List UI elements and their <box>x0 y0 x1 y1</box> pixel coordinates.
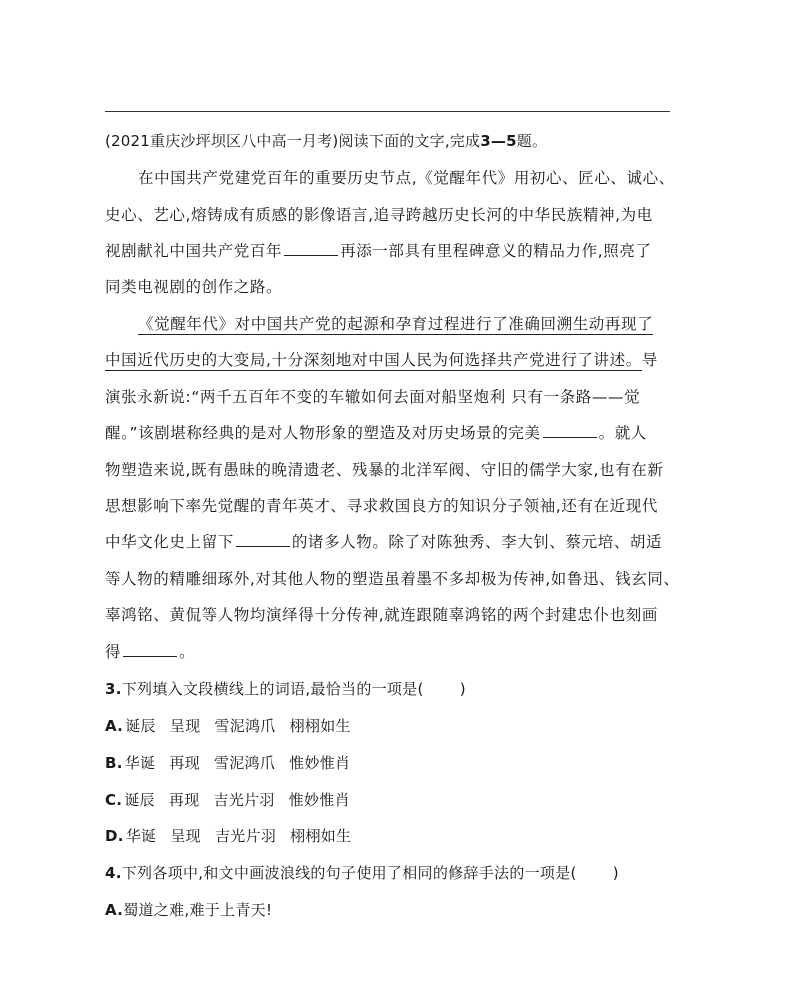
wavy-underlined-sentence: 《觉醒年代》对中国共产党的起源和孕育过程进行了准确回溯生动再现了 <box>138 315 654 333</box>
header-rule <box>105 111 670 112</box>
option-word: 雪泥鸿爪 <box>213 754 276 772</box>
passage-p2-line-3: 演张永新说:“两千五百年不变的车辙如何去面对船坚炮利 只有一条路——觉 <box>105 388 641 406</box>
question-text: 下列各项中,和文中画波浪线的句子使用了相同的修辞手法的一项是 <box>121 864 571 882</box>
question-4 <box>105 863 619 883</box>
intro-instruction-post: 题。 <box>516 132 548 150</box>
option-word: 华诞 <box>125 827 157 845</box>
fill-blank-1 <box>284 241 338 256</box>
option-label: A. <box>105 901 124 919</box>
option-text: 蜀道之难,难于上青天! <box>123 901 273 919</box>
fill-blank-2 <box>543 423 597 438</box>
passage-text: 中华文化史上留下 <box>105 533 234 551</box>
answer-paren-close: ) <box>612 864 619 882</box>
answer-paren-open: ( <box>570 864 577 882</box>
passage-text: 视剧献礼中国共产党百年 <box>105 242 283 260</box>
passage-text: 导 <box>641 351 658 369</box>
q3-option-d <box>105 826 351 846</box>
passage-text: 的诸多人物。除了对陈独秀、李大钊、蔡元培、胡适 <box>291 533 663 551</box>
fill-blank-3 <box>236 532 290 547</box>
intro-range: 3—5 <box>480 132 517 150</box>
option-word: 栩栩如生 <box>289 717 351 735</box>
passage-p2-line-7 <box>105 532 662 552</box>
intro-instruction-pre: 阅读下面的文字,完成 <box>338 132 481 150</box>
q4-option-a <box>105 900 272 920</box>
option-label: A. <box>105 717 124 735</box>
passage-p2-line-1 <box>138 314 653 334</box>
option-word: 惟妙惟肖 <box>289 754 351 772</box>
option-word: 诞辰 <box>125 717 156 735</box>
question-3 <box>105 679 466 699</box>
passage-text: 醒。”该剧堪称经典的是对人物形象的塑造及对历史场景的完美 <box>105 424 541 442</box>
q3-option-a <box>105 716 351 736</box>
passage-text: 。就人 <box>598 424 647 442</box>
passage-p2-line-2 <box>105 350 658 370</box>
intro-source: (2021重庆沙坪坝区八中高一月考) <box>105 132 339 150</box>
wavy-underlined-sentence: 中国近代历史的大变局,十分深刻地对中国人民为何选择共产党进行了讲述。 <box>105 351 642 369</box>
intro-line <box>105 131 547 151</box>
passage-p2-line-9: 辜鸿铭、黄侃等人物均演绎得十分传神,就连跟随辜鸿铭的两个封建忠仆也刻画 <box>105 606 658 624</box>
option-word: 吉光片羽 <box>213 791 275 809</box>
passage-p2-line-8: 等人物的精雕细琢外,对其他人物的塑造虽着墨不多却极为传神,如鲁迅、钱玄同、 <box>105 570 680 588</box>
option-word: 惟妙惟肖 <box>288 791 350 809</box>
option-label: D. <box>105 827 124 845</box>
option-word: 再现 <box>168 791 200 809</box>
q3-option-b <box>105 753 350 773</box>
answer-paren-close: ) <box>459 680 466 698</box>
passage-text: 得 <box>105 643 122 661</box>
passage-p1-line-3 <box>105 241 652 261</box>
passage-p1-line-2: 史心、艺心,熔铸成有质感的影像语言,追寻跨越历史长河的中华民族精神,为电 <box>105 206 653 224</box>
option-word: 再现 <box>169 754 200 772</box>
option-word: 呈现 <box>169 717 201 735</box>
passage-p2-line-5: 物塑造来说,既有愚昧的晚清遗老、残暴的北洋军阀、守旧的儒学大家,也有在新 <box>105 461 664 479</box>
option-word: 华诞 <box>124 754 156 772</box>
question-text: 下列填入文段横线上的词语,最恰当的一项是 <box>121 680 418 698</box>
option-word: 栩栩如生 <box>290 827 352 845</box>
passage-text: 。 <box>179 643 196 661</box>
option-label: C. <box>105 791 123 809</box>
question-number: 3. <box>105 680 122 698</box>
passage-p2-line-10 <box>105 642 195 662</box>
passage-p1-line-1: 在中国共产党建党百年的重要历史节点,《觉醒年代》用初心、匠心、诚心、 <box>138 169 675 187</box>
passage-p1-line-4: 同类电视剧的创作之路。 <box>105 278 283 296</box>
passage-p2-line-4 <box>105 423 647 443</box>
passage-text: 再添一部具有里程碑意义的精品力作,照亮了 <box>340 242 652 260</box>
option-word: 呈现 <box>170 827 201 845</box>
option-label: B. <box>105 754 123 772</box>
question-number: 4. <box>105 864 122 882</box>
fill-blank-4 <box>123 642 177 657</box>
option-word: 诞辰 <box>124 791 155 809</box>
q3-option-c <box>105 790 350 810</box>
option-word: 雪泥鸿爪 <box>214 717 276 735</box>
answer-paren-open: ( <box>417 680 424 698</box>
passage-p2-line-6: 思想影响下率先觉醒的青年英才、寻求救国良方的知识分子领袖,还有在近现代 <box>105 497 658 515</box>
option-word: 吉光片羽 <box>214 827 277 845</box>
